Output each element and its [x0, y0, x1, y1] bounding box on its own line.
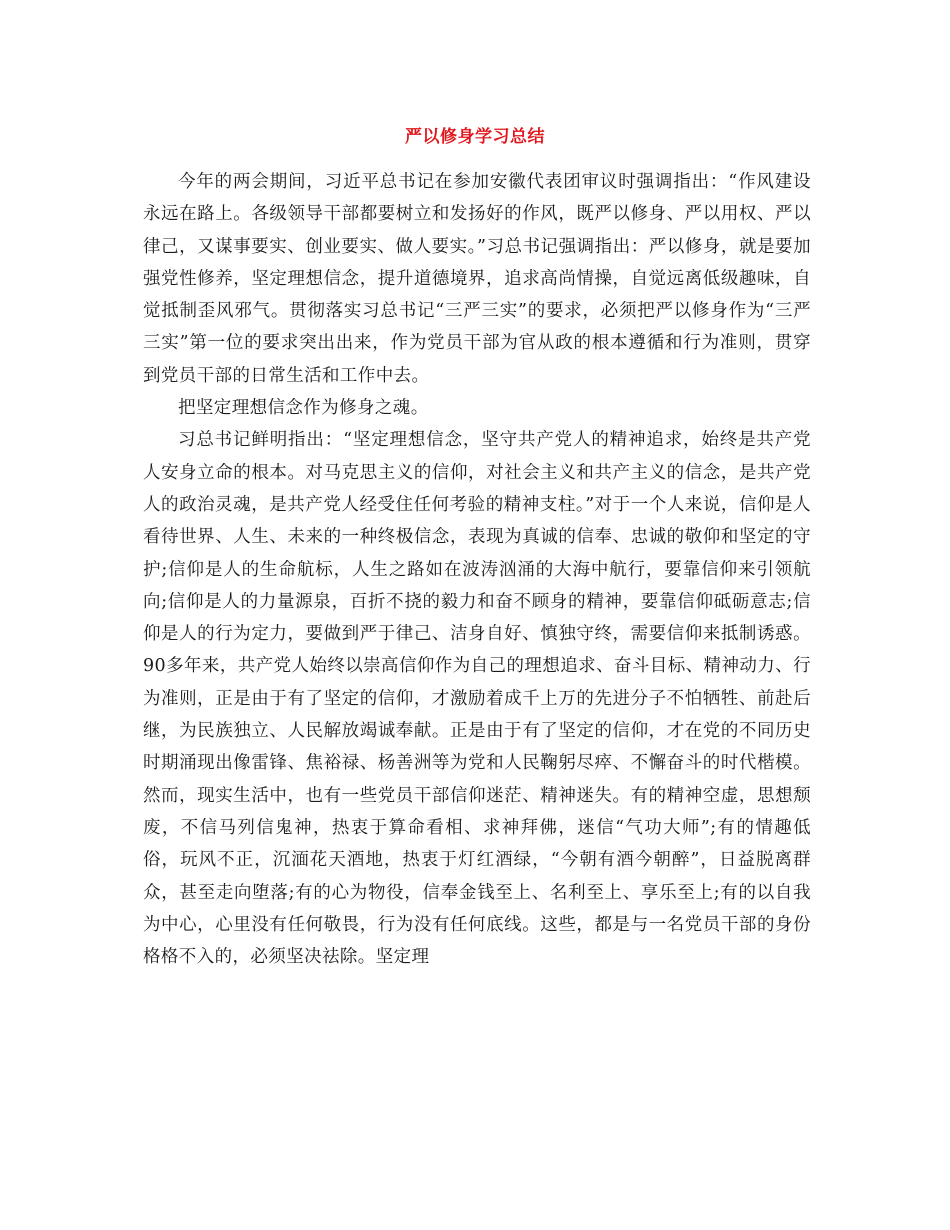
body-paragraph-3: 习总书记鲜明指出：“坚定理想信念，坚守共产党人的精神追求，始终是共产党人安身立命的根本。对马克思主义的信仰，对社会主义和共产主义的信念，是共产党人的政治灵魂，是共产党人经受住任何考验的精神支柱。”对于一个人来说，信仰是人看待世界、人生、未来的一种终极信念，表现为真诚的信奉、忠诚的敬仰和坚定的守护;信仰是人的生命航标，人生之路如在波涛汹涌的大海中航行，要靠信仰来引领航向;信仰是人的力量源泉，百折不挠的毅力和奋不顾身的精神，要靠信仰砥砺意志;信仰是人的行为定力，要做到严于律己、洁身自好、慎独守终，需要信仰来抵制诱惑。90多年来，共产党人始终以崇高信仰作为自己的理想追求、奋斗目标、精神动力、行为准则，正是由于有了坚定的信仰，才激励着成千上万的先进分子不怕牺牲、前赴后继，为民族独立、人民解放竭诚奉献。正是由于有了坚定的信仰，才在党的不同历史时期涌现出像雷锋、焦裕禄、杨善洲等为党和人民鞠躬尽瘁、不懈奋斗的时代楷模。然而，现实生活中，也有一些党员干部信仰迷茫、精神迷失。有的精神空虚，思想颓废，不信马列信鬼神，热衷于算命看相、求神拜佛，迷信“气功大师”;有的情趣低俗，玩风不正，沉湎花天酒地，热衷于灯红酒绿，“今朝有酒今朝醉”，日益脱离群众，甚至走向堕落;有的心为物役，信奉金钱至上、名利至上、享乐至上;有的以自我为中心，心里没有任何敬畏，行为没有任何底线。这些，都是与一名党员干部的身份格格不入的，必须坚决祛除。坚定理: [143, 430, 811, 968]
document-body: [143, 166, 811, 973]
body-paragraph-1: 今年的两会期间，习近平总书记在参加安徽代表团审议时强调指出：“作风建设永远在路上。各级领导干部都要树立和发扬好的作风，既严以修身、严以用权、严以律己，又谋事要实、创业要实、做人要实。”习总书记强调指出：严以修身，就是要加强党性修养，坚定理想信念，提升道德境界，追求高尚情操，自觉远离低级趣味，自觉抵制歪风邪气。贯彻落实习总书记“三严三实”的要求，必须把严以修身作为“三严三实”第一位的要求突出出来，作为党员干部为官从政的根本遵循和行为准则，贯穿到党员干部的日常生活和工作中去。: [143, 172, 811, 386]
document-title: 严以修身学习总结: [405, 127, 545, 147]
body-paragraph-2: 把坚定理想信念作为修身之魂。: [178, 398, 429, 419]
